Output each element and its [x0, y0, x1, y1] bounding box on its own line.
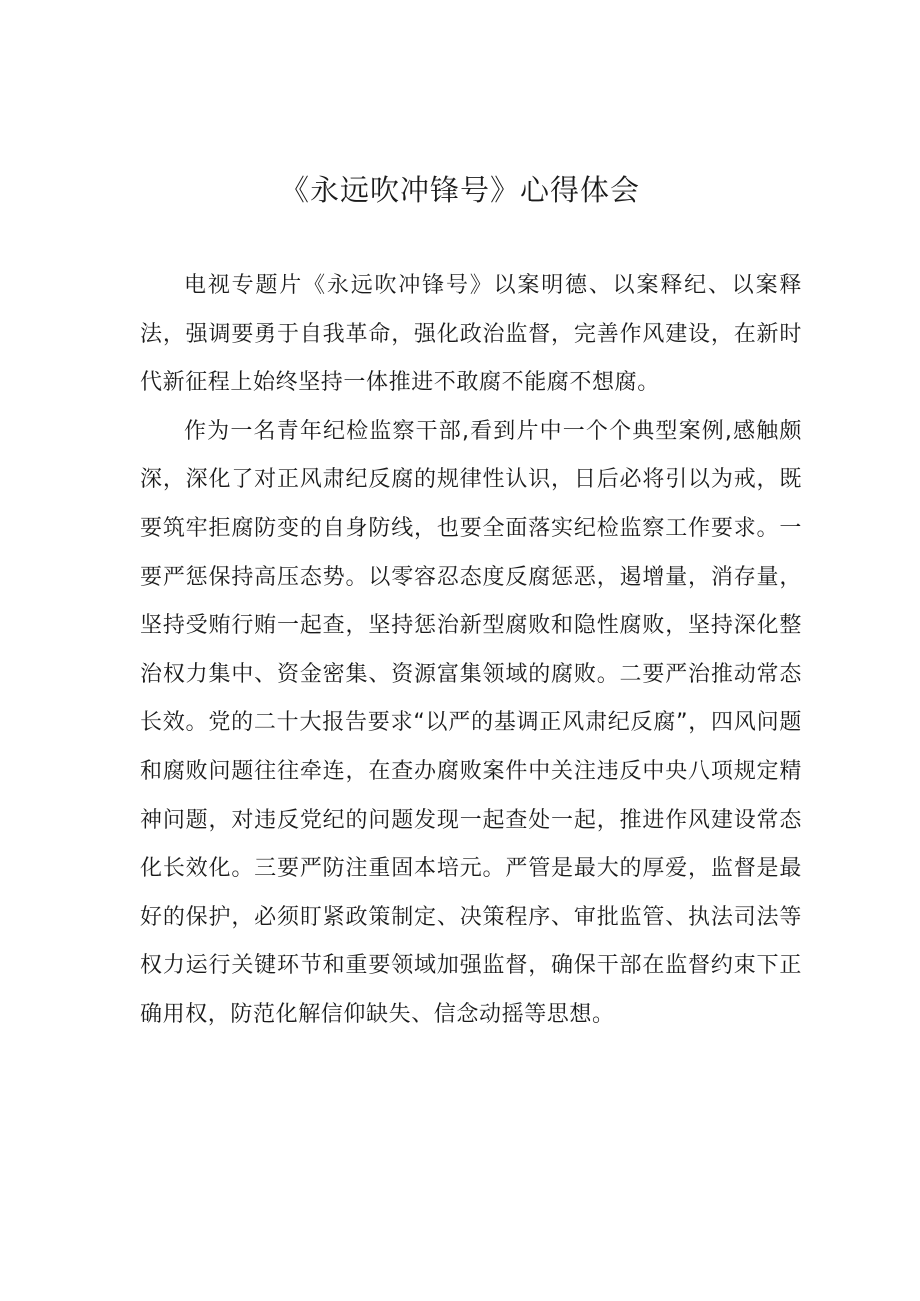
document-title: 《永远吹冲锋号》心得体会 [279, 173, 640, 207]
paragraph-intro: 电视专题片《永远吹冲锋号》以案明德、以案释纪、以案释法，强调要勇于自我革命，强化政治监督，完善作风建设，在新时代新征程上始终坚持一体推进不敢腐不能腐不想腐。 [140, 273, 802, 396]
document-body [140, 262, 802, 1040]
paragraph-reflection: 作为一名青年纪检监察干部,看到片中一个个典型案例,感触颇深，深化了对正风肃纪反腐的规律性认识，日后必将引以为戒，既要筑牢拒腐防变的自身防线，也要全面落实纪检监察工作要求。一要严惩保持高压态势。以零容忍态度反腐惩恶，遏增量，消存量，坚持受贿行贿一起查，坚持惩治新型腐败和隐性腐败，坚持深化整治权力集中、资金密集、资源富集领域的腐败。二要严治推动常态长效。党的二十大报告要求“以严的基调正风肃纪反腐”，四风问题和腐败问题往往牵连，在查办腐败案件中关注违反中央八项规定精神问题，对违反党纪的问题发现一起查处一起，推进作风建设常态化长效化。三要严防注重固本培元。严管是最大的厚爱，监督是最好的保护，必须盯紧政策制定、决策程序、审批监管、执法司法等权力运行关键环节和重要领域加强监督，确保干部在监督约束下正确用权，防范化解信仰缺失、信念动摇等思想。 [140, 418, 802, 1027]
